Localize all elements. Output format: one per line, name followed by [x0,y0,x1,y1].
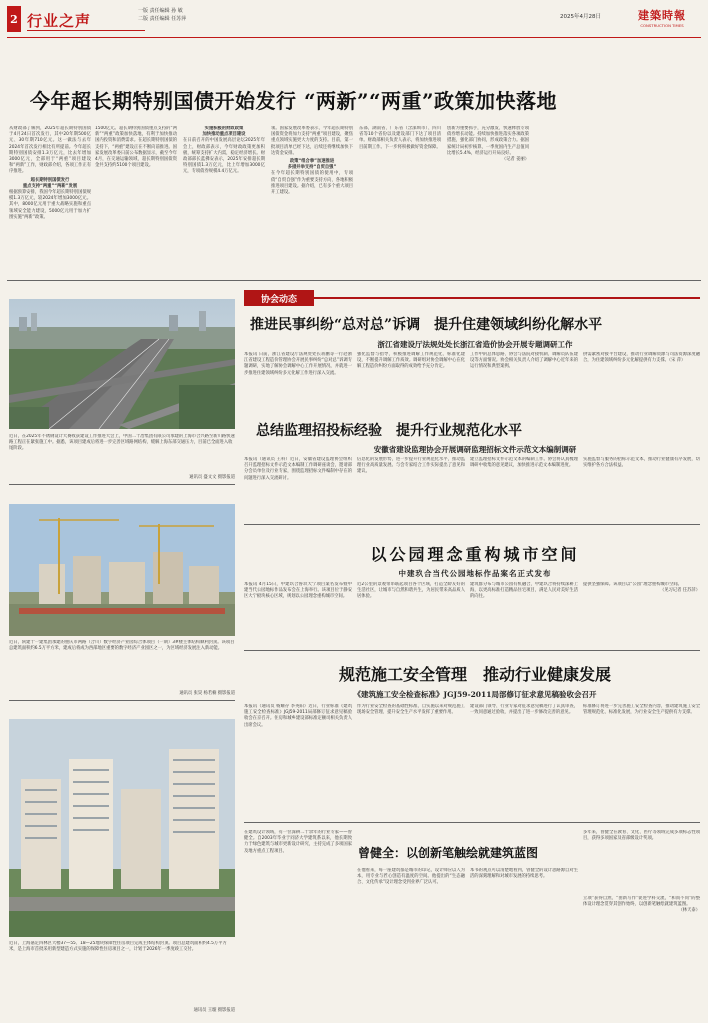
association-subhead: 浙江省建设厅法规处处长浙江省造价协会开展专题调研工作 [377,340,573,349]
lead-column-3 [183,126,265,276]
profile-credit: （林天泰） [678,908,700,914]
photo-expressway [9,299,235,429]
profile-col-2: 在他看来，每一座建筑都是城市的印记，设计师应以人为本，用专业与匠心创造有温度的空间。他提出的“生态融合、文化传承”设计理念受到业界广泛认可。 [357,868,465,886]
association-banner: 协会动态 [244,290,314,306]
safety-col-3: 建设部门领导、行业专家对征求意见稿进行了认真审查，一致同意通过验收，并提出了进一步修改完善的意见。 [470,704,578,716]
park-subhead: 中建玖合当代公园地标作品案名正式发布 [398,569,552,578]
right-rule-3 [244,822,700,823]
lead-column-1 [9,126,91,276]
lead-headline: 今年超长期特别国债开始发行 “两新”“两重”政策加快落地 [30,89,557,113]
profile-headline: 曾健全：以创新笔触绘就建筑蓝图 [358,846,539,860]
profile-col-4: 多年来，曾健全在教育、文化、医疗等领域完成多项标志性项目，获得多项国家及省部级设计奖项。 [583,830,700,842]
safety-col-1: 本报讯（通讯员 杨耀存 李英阳）近日，行业标准《建筑施工安全检查标准》JGJ59-2011局部修订征求意见稿验收会在京召开。住房和城乡建设部标准定额司相关负责人出席会议。 [244,704,352,728]
supervision-headline: 总结监理招投标经验 提升行业规范化水平 [256,423,522,439]
lead-col4-text: 领。国家发展改革委表示，今年超长期特别国债资金将加力支持“两重”项目建设，聚焦重点领域实施更大力度的支持。目前，第一批项目清单已经下达，后续还将继续加快下达资金安排。 [271,126,353,156]
lead-subhead-2: 重点支持“两重”“两新”发展 [22,183,78,189]
lead-subhead-6: 多措并举支持“自贸自强” [287,165,337,171]
association-banner-rule [314,297,700,299]
lead-subhead-5: 政策“组合拳”加速推进 [289,159,335,165]
lead-col4-text-b: 在今年超长期特别国债的使用中，专项债“自贸自强”作为重要支持方向，各地积极推进项目建设。据介绍，已有多个重大项目开工建设。 [271,171,353,196]
photo-housing [9,719,235,937]
lead-column-5: 东部，湖南省、广东省（含深圳市）、四川省等10个省份以及建设部门下达了项目清单。财政部相关负责人表示，将加快推进项目前期工作。下一步将积极做好资金保障。 [359,126,441,150]
supervision-col-1: 本报讯（通讯员 王科）近日，安徽省建设监理协会组织召开监理招标文件示范文本编制工作调研座谈会，邀请部分会员单位及行业专家，围绕监理招标文件编制中存在的问题进行深入交流研讨。 [244,457,352,481]
profile-col-5 [583,896,700,1016]
profile-col-3: 本书的观点可以清楚地看到，曾健全的设计思路源自对生活的深刻理解和对城市发展的持续思考。 [470,868,578,880]
expressway-image [9,299,235,429]
lead-column-4 [271,126,353,276]
lead-col3-text: 在日前召开的中国发展高层论坛2025年年会上，财政部表示，今年财政政策更加积极，统筹支持扩大内需，稳定经济增长。财政部部长蓝佛安表示，2025年安排超长期特别国债1.3万亿元，比上年增加3000亿元，专项债券规模4.4万亿元。 [183,138,265,175]
association-col-1: 本报讯 日前，浙江省建设厅法规处处长蒋鹏等一行赴浙江省建设工程造价管理协会开展民事纠纷“总对总”诉调专题调研，实地了解协会调解中心工作开展情况，并就进一步推进住建领域纠纷多元化解工作进行深入交流。 [244,352,352,376]
safety-col-2: 作为行业安全检查的基础性标准，自实施以来对规范施工现场安全管理、提升安全生产水平发挥了重要作用。 [357,704,465,716]
editor1-label: 一版 [138,8,149,14]
supervision-col-4: 实施监督与服务的招标示范文本，推动行业健康有序发展，切实维护各方合法权益。 [583,457,700,469]
lead-reporter: （记者 姜丽） [501,157,529,163]
lead-bottom-rule [7,280,701,281]
lead-subhead-1: 超长期特别国债发行 [30,177,70,183]
park-col4-text: 提供坚强保障。该项目以“公园”理念重构城市空间。 [583,582,682,587]
lead-subhead-4: 加快推动重点项目建设 [202,132,246,138]
photo-expressway-caption: 近日，在2025年不锈钢设计大赛收获建设工作推进大会上，中国二十冶集团有限公司承建的上海市合兴路至新川路快速路工程正在紧张施工中。据悉，该项目建成后将进一步完善区域路网结构，缓解上海东部交通压力，目前已全面进入收尾阶段。 [9,434,235,451]
left-rule-1 [9,484,235,485]
editor2-name: 任苏萍 [171,16,187,22]
supervision-col-3: 建立监理招标文件示范文本的编制工作。协会将认真梳理调研中收集的意见建议，加快推进示范文本编制进度。 [470,457,578,469]
association-col-4: 供需紧密对接平台建设，推动行业调解资源与司法资源深度融合，为住建领域纠纷多元化解提供有力支撑。（宋 萍） [583,352,700,364]
page-number: 2 [7,6,21,32]
editor1-name: 孙 敏 [171,8,183,14]
association-headline: 推进民事纠纷“总对总”诉调 提升住建领域纠纷化解水平 [250,317,603,333]
right-rule-1 [244,524,700,525]
lead-col6-text: 创新为重要抓手，充分激发、快速释放专项债券增长动能。持续加快推进落实各项政策措施，强化部门协同，形成政策合力。据国家统计局初步核算，一季度国内生产总值同比增长5.4%，经济运行开局良好。 [447,126,529,156]
lead-col1-text: 从财政部了解到，2025年超长期特别国债于4月24日首次发行，其中20年期500亿元、30年期710亿元。这一做法与去年2024年首次发行相比有所提前。今年超长期特别国债安排1.3万亿元，比去年增加3000亿元，全部用于“两重”项目建设和“两新”工作，财政部介绍，各项工作正有序推进。 [9,126,91,175]
safety-headline: 规范施工安全管理 推动行业健康发展 [338,665,611,684]
housing-image [9,719,235,937]
lead-col1-text-b: 根据预算安排，我国今年超长期特别国债规模1.3万亿元，较2024年增加3000亿元。其中，8000亿元用于重大战略实施和重点领域安全能力建设，5000亿元用于加力扩围实施“两新”政策。 [9,190,91,220]
association-col-3: 工作中的总体思路、协会与法院对接机制、调解员队伍建设等方面情况。协会相关负责人介绍了调解中心近年来的运行情况和典型案例。 [470,352,578,370]
right-rule-2 [244,650,700,651]
editor2-role: 责任编辑 [149,16,170,22]
left-rule-2 [9,700,235,701]
editor2-label: 二版 [138,16,149,22]
issue-date: 2025年4月28日 [560,14,601,20]
supervision-subhead: 安徽省建设监理协会开展调研监理招标文件示范文本编制调研 [373,445,577,454]
photo-construction [9,504,235,636]
section-title: 行业之声 [27,12,92,30]
lead-subhead-3: 实施积极的财政政策 [204,126,244,131]
park-col-2: 近2公里的景观带串联起项目各个区域，打造全龄友好的生活社区，让城市与自然和谐共生，为居民带来高品质人居体验。 [357,582,465,600]
construction-image [9,504,235,636]
editor-credits [138,7,186,23]
photo-construction-caption: 近日，陕建十一建集团承建的重庆市两路（合川）数字经济产业园综合体项目（一期）3#楼主体结构顺利封顶。该项目总建筑面积约6.5万平方米，建成后将成为西部地区重要的数字经济产业园区之一，为区域经济发展注入新动能。 [9,640,235,651]
park-credit: （见习记者 任苏萍） [659,588,700,594]
masthead-rule [7,37,701,38]
park-col-1: 本报讯 4月15日，中建玖合鲁玖大宁项目案名发布暨中建当代公园地标作品发布会在上海举行。该项目位于静安区大宁板块核心区域，规划以公园理念重构城市空间。 [244,582,352,600]
lead-column-2: 1500亿元。超长期特别国债重点支持的“两新”“两重”政策加快落地，有利于加快推动国内投资和消费需求。在超长期特别国债的支持下，“两重”建设正在不断向前推进。国家发展改革委日前公布数据显示，截至今年4月，在交通运输领域，超长期特别国债资金共支持约5100个项目建设。 [95,126,177,169]
association-col-2: 强化监督与指导，积极推进调解工作规范化、标准化建设，不断提升调解工作质效。调研组对协会调解中心在化解工程造价纠纷方面取得的成效给予充分肯定。 [357,352,465,370]
paper-name: 建築時報 [638,9,686,22]
park-headline: 以公园理念重构城市空间 [370,545,580,564]
section-underline [27,30,145,31]
safety-subhead: 《建筑施工安全检查标准》JGJ59-2011局部修订征求意见稿验收会召开 [353,690,597,699]
editor1-role: 责任编辑 [149,8,170,14]
paper-english: CONSTRUCTION TIMES [640,23,684,28]
paper-logo [622,7,702,28]
photo-construction-credit: 通讯员 张炅 杨若楠 摄影报道 [179,691,235,696]
profile-col-1: 在建筑设计领域，有一位深耕二十余年的行业专家——曾健全。自2003年毕业于同济大学建筑系以来，他长期致力于绿色建筑与城市更新设计研究，主持完成了多项国家及地方重点工程项目。 [244,830,352,854]
supervision-col-2: 信息化的发展形势，进一步提升行业规范化水平，推动监理行业高质量发展。与会专家结合工作实际提出了意见和建议。 [357,457,465,475]
lead-column-7 [535,126,700,276]
safety-col-4: 标准修订将进一步完善施工安全检查内容，推动建筑施工安全管理规范化、标准化发展，为行业安全生产提供有力支撑。 [583,704,700,716]
photo-housing-caption: 近日，上海嘉定四林区大楼37—55、18—25地块保障性住房项目完成主体结构封顶。项目总建筑面积约4.5万平方米，是上海市首批采用新型建造方式实施的保障性住房项目之一，计划于2026年一季度竣工交付。 [9,941,227,952]
park-col-3: 建筑群分布与城市公园有机融合，中建玖合将持续深耕上海，以更高标准打造精品住宅项目，满足人民对美好生活的向往。 [470,582,578,600]
photo-housing-credit: 通讯员 王璇 摄影报道 [193,1008,235,1013]
photo-expressway-credit: 通讯员 盛文文 摄影报道 [189,475,235,480]
lead-column-6 [447,126,529,276]
park-col-4 [583,582,700,642]
profile-col5-text: 立项”获得自然、“由新写作”促进学科交流，“和而不同”的整体设计理念贯穿其创作始终，以创新笔触绘就建筑蓝图。 [583,896,700,908]
